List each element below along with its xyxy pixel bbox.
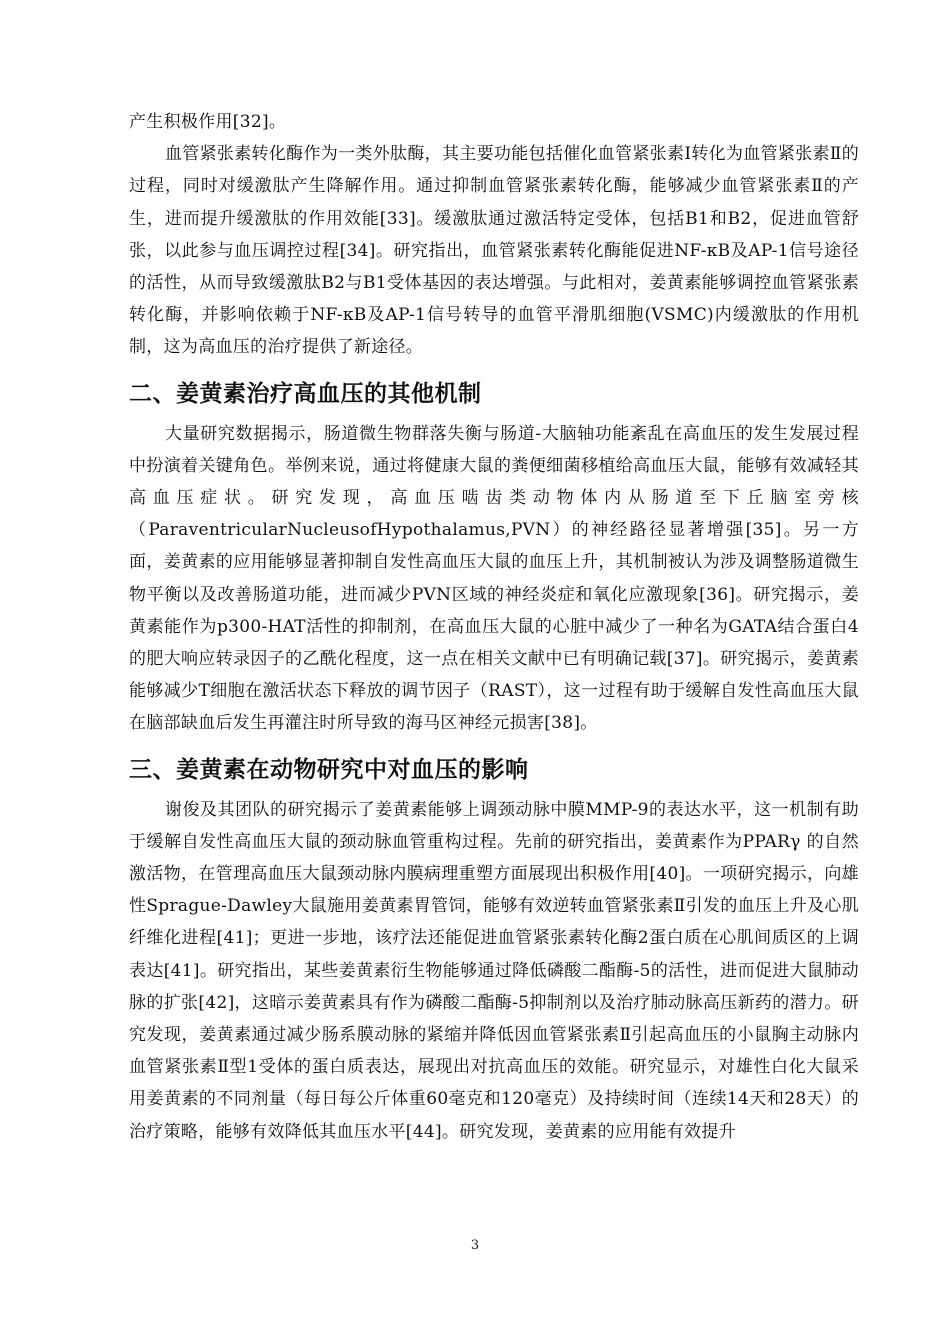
- page-number: 3: [470, 1238, 480, 1253]
- section-heading-3: 三、姜黄素在动物研究中对血压的影响: [129, 756, 529, 783]
- paragraph-continuation: 产生积极作用[32]。: [129, 112, 287, 132]
- paragraph-ace-mechanism: 血管紧张素转化酶作为一类外肽酶，其主要功能包括催化血管紧张素Ⅰ转化为血管紧张素Ⅱ的过程，同时对缓激肽产生降解作用。通过抑制血管紧张素转化酶，能够减少血管紧张素Ⅱ的产生，进而提升缓激肽的作用效能[33]。缓激肽通过激活特定受体，包括B1和B2，促进血管舒张，以此参与血压调控过程[34]。研究指出，血管紧张素转化酶能促进NF-κB及AP-1信号途径的活性，从而导致缓激肽B2与B1受体基因的表达增强。与此相对，姜黄素能够调控血管紧张素转化酶，并影响依赖于NF-κB及AP-1信号转导的血管平滑肌细胞(VSMC)内缓激肽的作用机制，这为高血压的治疗提供了新途径。: [129, 144, 859, 358]
- document-body: [129, 106, 859, 1148]
- paragraph-animal-studies: 谢俊及其团队的研究揭示了姜黄素能够上调颈动脉中膜MMP-9的表达水平，这一机制有助于缓解自发性高血压大鼠的颈动脉血管重构过程。先前的研究指出，姜黄素作为PPARγ 的自然激活物，在管理高血压大鼠颈动脉内膜病理重塑方面展现出积极作用[40]。一项研究揭示，向雄性Sprague-Dawley大鼠施用姜黄素胃管饲，能够有效逆转血管紧张素Ⅱ引发的血压上升及心肌纤维化进程[41]；更进一步地，该疗法还能促进血管紧张素转化酶2蛋白质在心肌间质区的上调表达[41]。研究指出，某些姜黄素衍生物能够通过降低磷酸二酯酶-5的活性，进而促进大鼠肺动脉的扩张[42]，这暗示姜黄素具有作为磷酸二酯酶-5抑制剂以及治疗肺动脉高压新药的潜力。研究发现，姜黄素通过减少肠系膜动脉的紧缩并降低因血管紧张素Ⅱ引起高血压的小鼠胸主动脉内血管紧张素Ⅱ型1受体的蛋白质表达，展现出对抗高血压的效能。研究显示，对雄性白化大鼠采用姜黄素的不同剂量（每日每公斤体重60毫克和120毫克）及持续时间（连续14天和28天）的治疗策略，能够有效降低其血压水平[44]。研究发现，姜黄素的应用能有效提升: [129, 799, 859, 1142]
- section-heading-2: 二、姜黄素治疗高血压的其他机制: [129, 380, 482, 407]
- paragraph-gut-brain-axis: 大量研究数据揭示，肠道微生物群落失衡与肠道-大脑轴功能紊乱在高血压的发生发展过程中扮演着关键角色。举例来说，通过将健康大鼠的粪便细菌移植给高血压大鼠，能够有效减轻其高血压症状。研究发现，高血压啮齿类动物体内从肠道至下丘脑室旁核（ParaventricularNucleusofHypothalamus,PVN）的神经路径显著增强[35]。另一方面，姜黄素的应用能够显著抑制自发性高血压大鼠的血压上升，其机制被认为涉及调整肠道微生物平衡以及改善肠道功能，进而减少PVN区域的神经炎症和氧化应激现象[36]。研究揭示，姜黄素能作为p300-HAT活性的抑制剂，在高血压大鼠的心脏中减少了一种名为GATA结合蛋白4的肥大响应转录因子的乙酰化程度，这一点在相关文献中已有明确记载[37]。研究揭示，姜黄素能够减少T细胞在激活状态下释放的调节因子（RAST），这一过程有助于缓解自发性高血压大鼠在脑部缺血后发生再灌注时所导致的海马区神经元损害[38]。: [129, 423, 859, 734]
